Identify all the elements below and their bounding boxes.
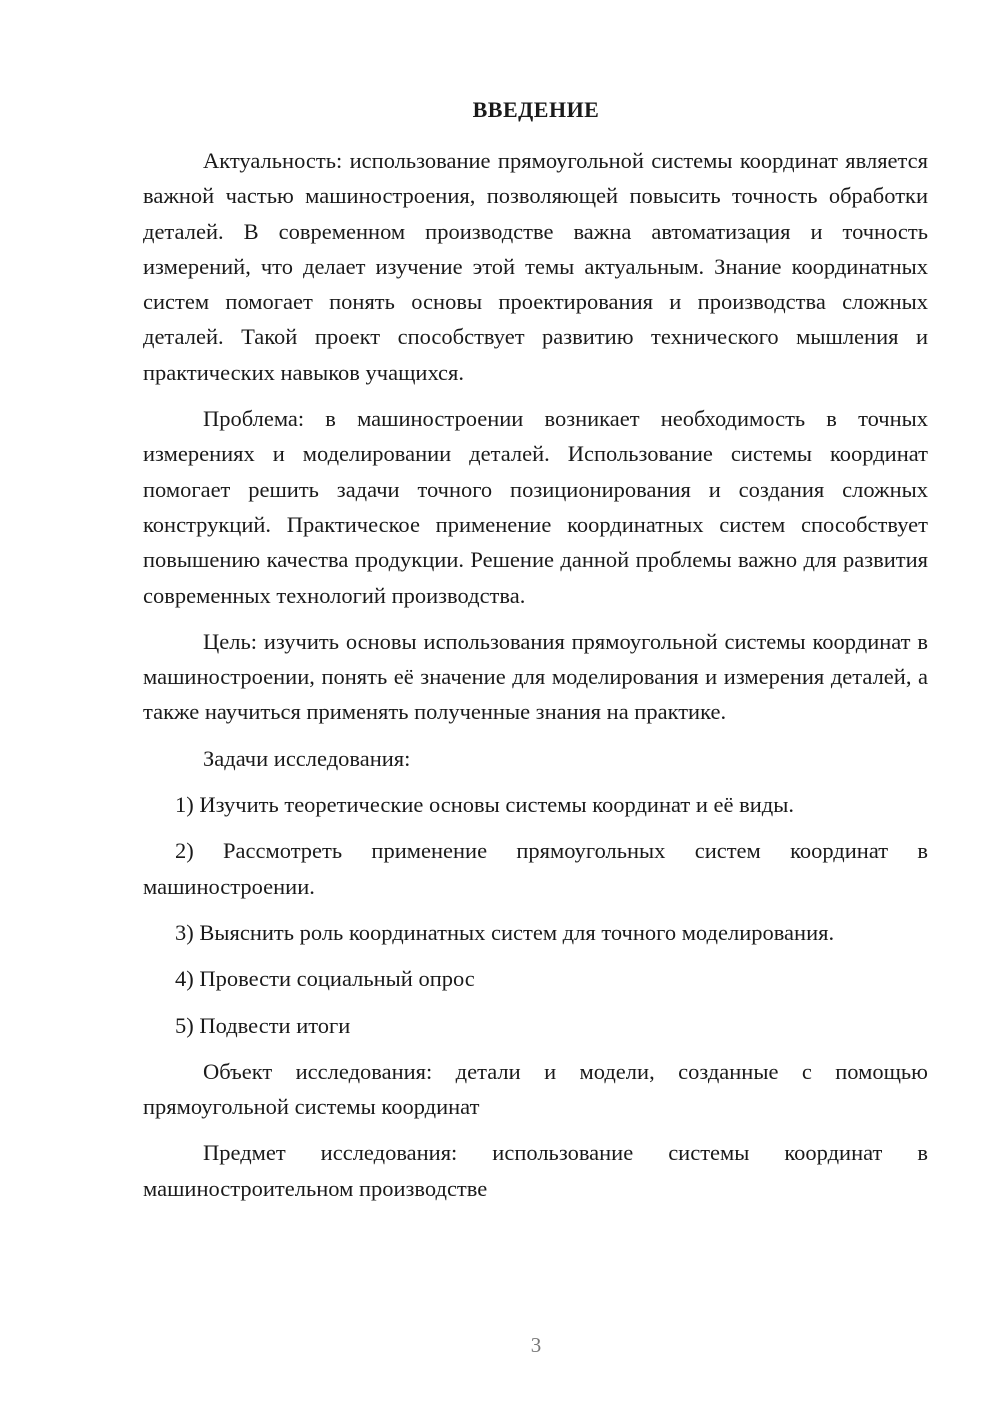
tasks-title: Задачи исследования:	[203, 745, 411, 771]
task-item-4: 4) Провести социальный опрос	[175, 966, 475, 992]
relevance-paragraph: Актуальность: использование прямоугольной системы координат является важной частью машиностроения, позволяющей повысить точность обработки деталей. В современном производстве важна автоматизация и точность измерений, что делает изучение этой темы актуальным. Знание координатных систем помогает понять основы проектирования и производства сложных деталей. Такой проект способствует развитию технического мышления и практических навыков учащихся.	[143, 148, 928, 385]
object-paragraph: Объект исследования: детали и модели, созданные с помощью прямоугольной системы координат	[143, 1058, 928, 1120]
task-item-1: 1) Изучить теоретические основы системы координат и её виды.	[175, 792, 794, 818]
section-heading: ВВЕДЕНИЕ	[472, 97, 600, 122]
problem-paragraph: Проблема: в машиностроении возникает необходимость в точных измерениях и моделировании деталей. Использование системы координат помогает решить задачи точного позиционирования и создания сложных конструкций. Практическое применение координатных систем способствует повышению качества продукции. Решение данной проблемы важно для развития современных технологий производства.	[143, 406, 928, 608]
task-item-3: 3) Выяснить роль координатных систем для точного моделирования.	[175, 919, 835, 945]
page-number: 3	[530, 1333, 542, 1357]
body-text	[143, 143, 928, 1217]
subject-paragraph: Предмет исследования: использование системы координат в машиностроительном производстве	[143, 1140, 928, 1201]
task-item-5: 5) Подвести итоги	[175, 1012, 351, 1038]
task-item-2: 2) Рассмотреть применение прямоугольных систем координат в машиностроении.	[143, 838, 928, 899]
goal-paragraph: Цель: изучить основы использования прямоугольной системы координат в машиностроении, понять её значение для моделирования и измерения деталей, а также научиться применять полученные знания на практике.	[143, 628, 928, 725]
